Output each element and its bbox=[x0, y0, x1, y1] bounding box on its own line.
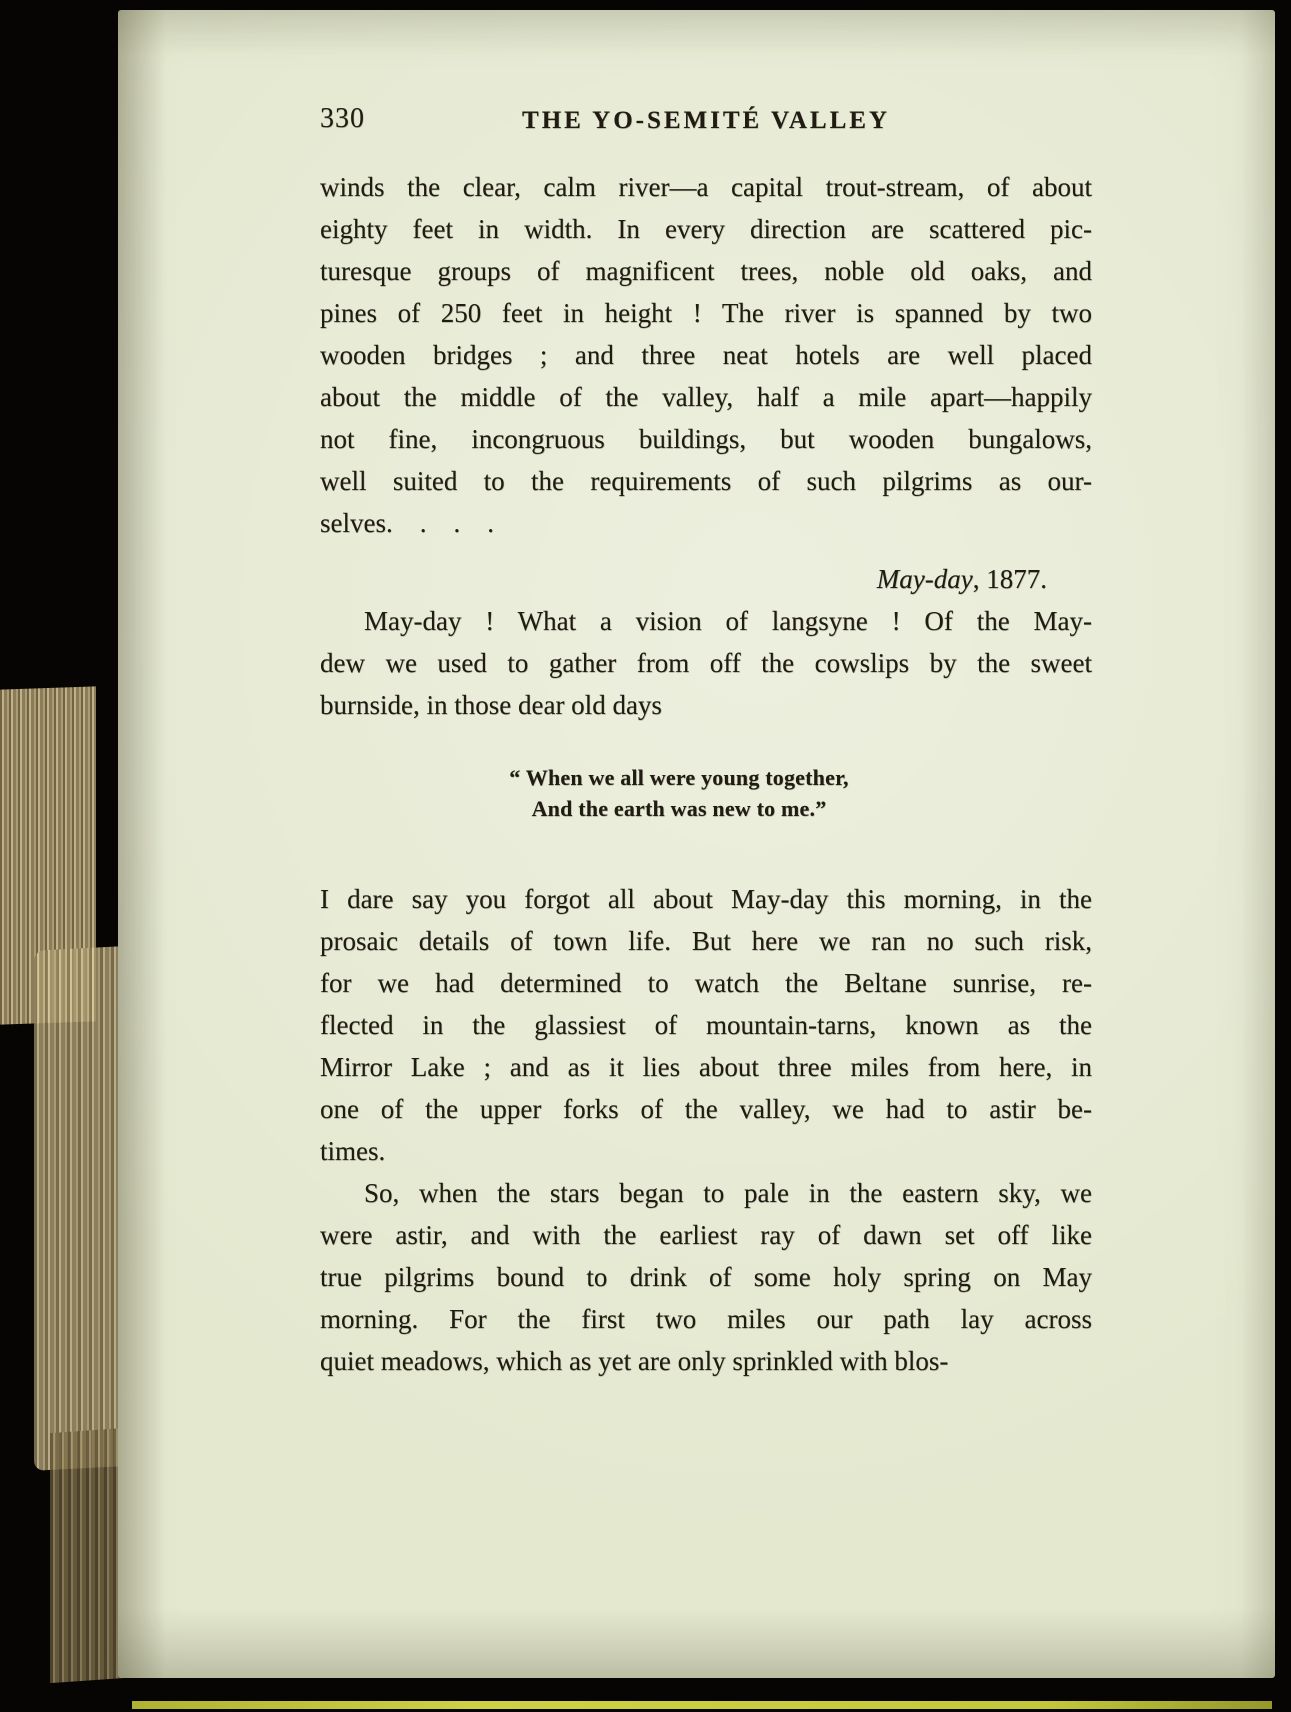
text-line: about the middle of the valley, half a mile apart—happily bbox=[320, 382, 1092, 412]
text-line: selves. . . . bbox=[320, 508, 494, 538]
text-line: were astir, and with the earliest ray of dawn set off like bbox=[320, 1220, 1092, 1250]
text-line: May-day ! What a vision of langsyne ! Of the May- bbox=[364, 606, 1092, 636]
text-line: quiet meadows, which as yet are only sprinkled with blos- bbox=[320, 1346, 949, 1376]
text-line: dew we used to gather from off the cowslips by the sweet bbox=[320, 648, 1092, 678]
text-line: So, when the stars began to pale in the eastern sky, we bbox=[364, 1178, 1092, 1208]
text-line: for we had determined to watch the Beltane sunrise, re- bbox=[320, 968, 1092, 998]
page-header bbox=[320, 98, 1092, 140]
dateline-italic: May-day bbox=[876, 564, 973, 594]
paragraph-dawn bbox=[320, 1172, 1092, 1382]
scan-bottom-strip bbox=[132, 1701, 1272, 1709]
text-line: And the earth was new to me.” bbox=[531, 796, 827, 821]
text-block bbox=[320, 98, 1092, 1382]
paragraph-mirror-lake bbox=[320, 878, 1092, 1172]
dateline-roman: , 1877. bbox=[972, 564, 1047, 594]
text-line: winds the clear, calm river—a capital trout-stream, of about bbox=[320, 172, 1092, 202]
text-line: “ When we all were young together, bbox=[509, 765, 849, 790]
text-line: prosaic details of town life. But here we ran no such risk, bbox=[320, 926, 1092, 956]
text-line: times. bbox=[320, 1136, 386, 1166]
text-line: pines of 250 feet in height ! The river is spanned by two bbox=[320, 298, 1092, 328]
text-line: true pilgrims bound to drink of some holy spring on May bbox=[320, 1262, 1092, 1292]
page-number: 330 bbox=[320, 103, 365, 134]
running-title: THE YO-SEMITÉ VALLEY bbox=[522, 107, 890, 134]
text-line: Mirror Lake ; and as it lies about three miles from here, in bbox=[320, 1052, 1092, 1082]
paragraph-mayday bbox=[320, 600, 1092, 726]
text-line: burnside, in those dear old days bbox=[320, 690, 662, 720]
book-page bbox=[118, 10, 1275, 1678]
verse-quote bbox=[320, 762, 1038, 824]
text-line: eighty feet in width. In every direction are scattered pic- bbox=[320, 214, 1092, 244]
text-line: morning. For the first two miles our path lay across bbox=[320, 1304, 1092, 1334]
text-line: wooden bridges ; and three neat hotels are well placed bbox=[320, 340, 1092, 370]
text-line: not fine, incongruous buildings, but wooden bungalows, bbox=[320, 424, 1092, 454]
text-line: well suited to the requirements of such pilgrims as our- bbox=[320, 466, 1092, 496]
text-line: I dare say you forgot all about May-day this morning, in the bbox=[320, 884, 1092, 914]
text-line: turesque groups of magnificent trees, noble old oaks, and bbox=[320, 256, 1092, 286]
paragraph-river bbox=[320, 166, 1092, 544]
text-line: one of the upper forks of the valley, we had to astir be- bbox=[320, 1094, 1092, 1124]
dateline bbox=[320, 558, 1092, 600]
text-line: flected in the glassiest of mountain-tarns, known as the bbox=[320, 1010, 1092, 1040]
